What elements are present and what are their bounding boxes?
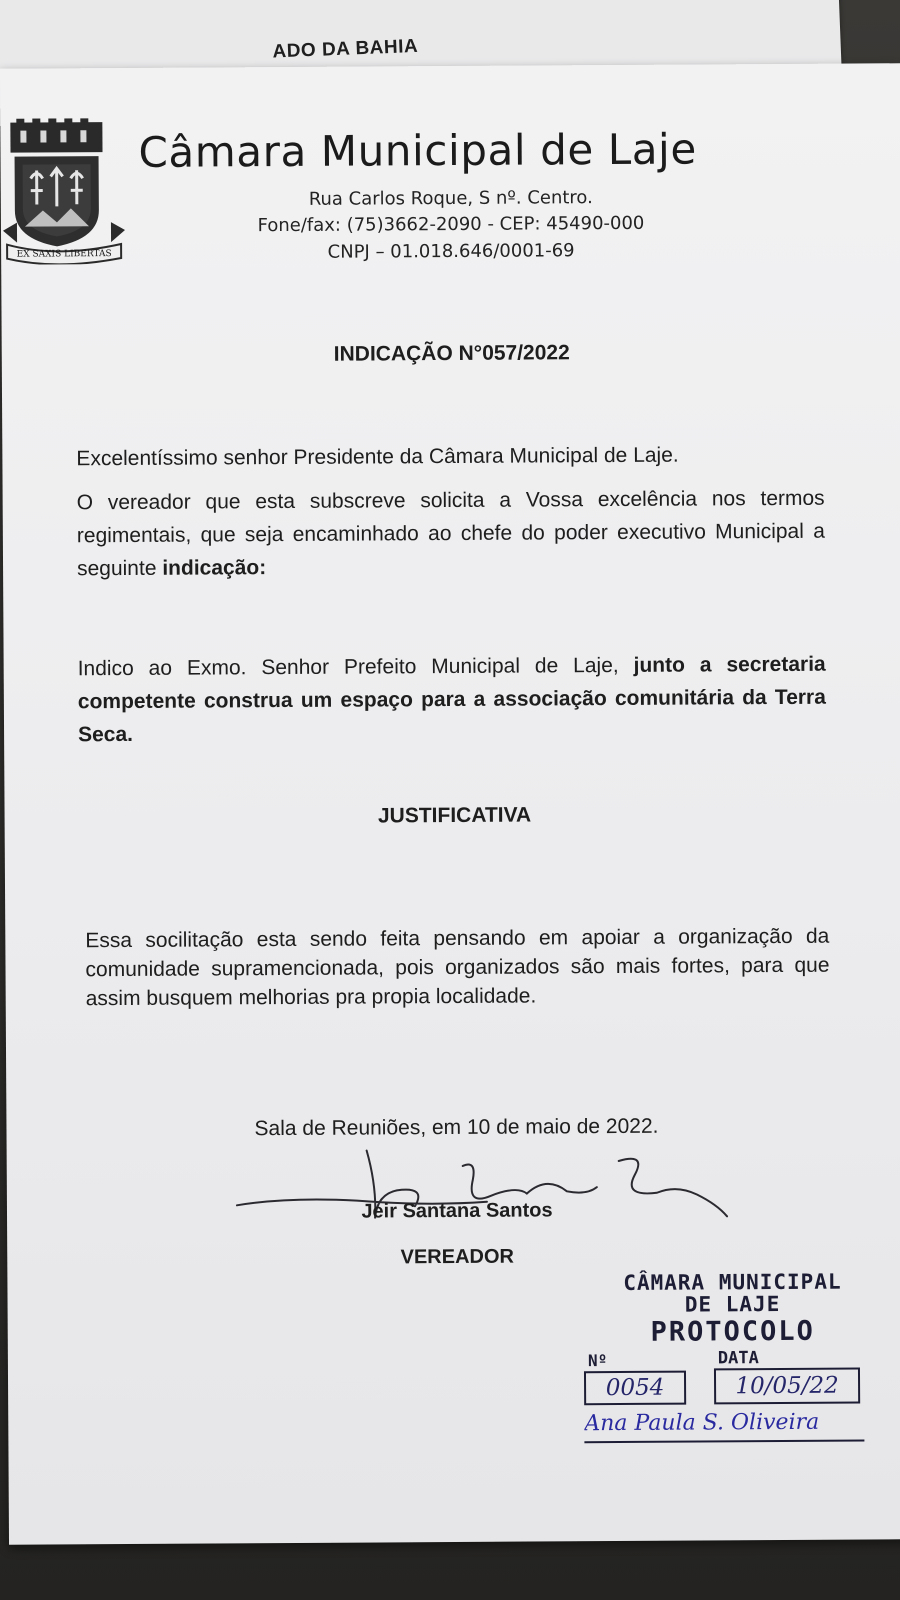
request-paragraph bbox=[77, 482, 826, 586]
indication-bold: junto a secretaria competente construa um espaço para a associação comunitária da Terra Seca. bbox=[77, 652, 826, 747]
date-line: Sala de Reuniões, em 10 de maio de 2022. bbox=[254, 1114, 659, 1141]
salutation: Excelentíssimo senhor Presidente da Câmara Municipal de Laje. bbox=[76, 443, 679, 471]
stamp-line-2: DE LAJE bbox=[684, 1292, 781, 1317]
justification-paragraph: Essa socilitação esta sendo feita pensando em apoiar a organização da comunidade supramencionada, pois organizados são mais fortes, para que assim busquem melhorias pra propia localidade. bbox=[85, 924, 830, 1011]
document-page bbox=[0, 63, 900, 1544]
justification-title: JUSTIFICATIVA bbox=[377, 803, 532, 828]
stamp-date-value: 10/05/22 bbox=[714, 1368, 860, 1405]
back-sheet-heading: ADO DA BAHIA bbox=[272, 35, 419, 63]
stamp-line-3: PROTOCOLO bbox=[650, 1315, 815, 1348]
stamp-number-value: 0054 bbox=[584, 1371, 686, 1406]
institution-phone: Fone/fax: (75)3662-2090 - CEP: 45490-000 bbox=[257, 212, 645, 237]
signer-name: Jeir Santana Santos bbox=[361, 1199, 553, 1223]
institution-address: Rua Carlos Roque, S nº. Centro. bbox=[308, 187, 593, 210]
signer-role: VEREADOR bbox=[400, 1245, 515, 1269]
protocol-stamp bbox=[584, 1269, 888, 1446]
crest-motto: EX SAXIS LIBERTAS bbox=[16, 249, 112, 260]
indication-paragraph bbox=[78, 648, 827, 752]
institution-title: Câmara Municipal de Laje bbox=[138, 124, 697, 177]
stamp-number-label: Nº bbox=[587, 1351, 608, 1371]
indication-text: Indico ao Exmo. Senhor Prefeito Municipal de Laje, bbox=[77, 653, 634, 681]
request-bold: indicação: bbox=[162, 556, 267, 580]
municipal-crest-icon bbox=[2, 118, 125, 265]
stamp-date-label: DATA bbox=[717, 1348, 759, 1369]
stamp-received-by: Ana Paula S. Oliveira bbox=[584, 1405, 864, 1443]
request-text: O vereador que esta subscreve solicita a Vossa excelência nos termos regimentais, que seja encaminhado ao chefe do poder executivo Municipal a seguinte bbox=[76, 486, 825, 581]
document-title: INDICAÇÃO N°057/2022 bbox=[333, 341, 570, 366]
stamp-line-1: CÂMARA MUNICIPAL bbox=[623, 1269, 842, 1295]
institution-cnpj: CNPJ – 01.018.646/0001-69 bbox=[327, 240, 575, 263]
